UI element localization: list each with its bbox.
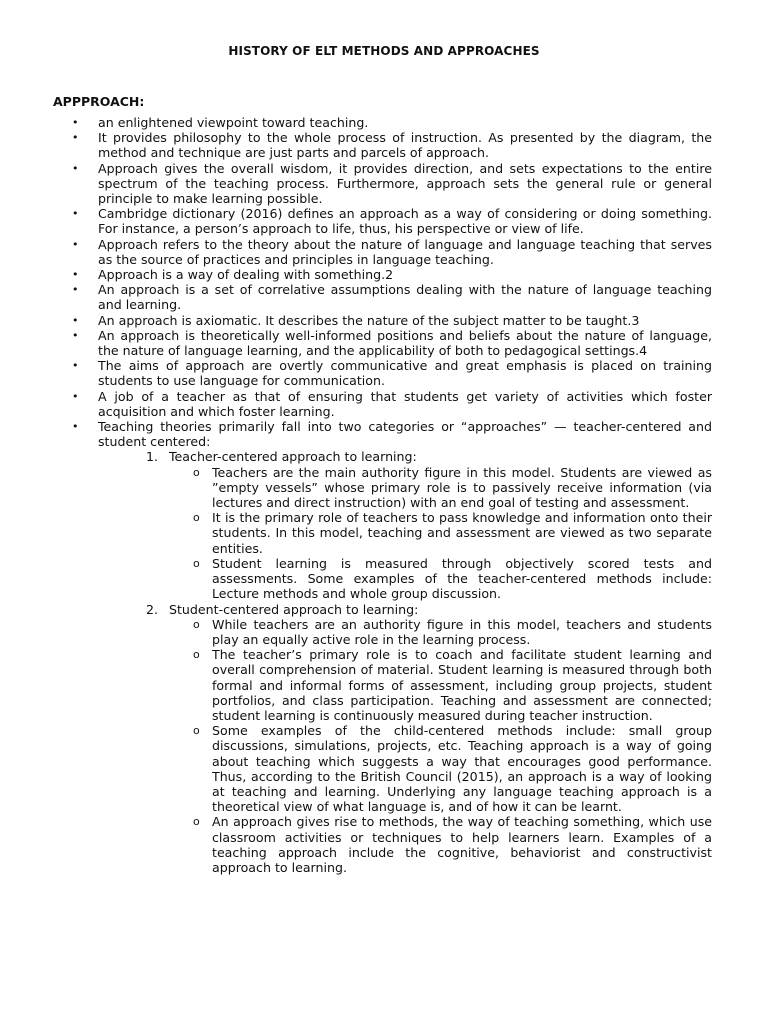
- bullet-text: The aims of approach are overtly communicative and great emphasis is placed on training students to use language for communication.: [98, 358, 712, 389]
- bullet-item: [72, 130, 712, 160]
- sub-text: The teacher’s primary role is to coach and facilitate student learning and overall comprehension of material. Student learning is measured through both formal and informal forms of assessment, including group projects, student portfolios, and class participation. Teaching and assessment are connected; student learning is continuously measured during teacher instruction.: [212, 647, 712, 723]
- document-body: [72, 115, 712, 875]
- bullet-icon: •: [72, 420, 79, 434]
- bullet-item: [72, 358, 712, 388]
- bullet-icon: •: [72, 131, 79, 145]
- sub-text: It is the primary role of teachers to pass knowledge and information onto their students. In this model, teaching and assessment are viewed as two separate entities.: [212, 510, 712, 556]
- bullet-text: Approach refers to the theory about the nature of language and language teaching that serves as the source of practices and principles in language teaching.: [98, 236, 712, 267]
- bullet-list: [72, 115, 712, 875]
- circle-bullet-icon: o: [193, 617, 200, 631]
- bullet-text: Teaching theories primarily fall into two categories or “approaches” — teacher-centered and student centered:: [98, 419, 712, 450]
- numbered-item: [146, 602, 712, 876]
- bullet-icon: •: [72, 283, 79, 297]
- bullet-item: [72, 206, 712, 236]
- circle-bullet-icon: o: [193, 556, 200, 570]
- bullet-icon: •: [72, 313, 79, 327]
- sub-item: [193, 510, 712, 556]
- bullet-icon: •: [72, 359, 79, 373]
- bullet-text: A job of a teacher as that of ensuring that students get variety of activities which foster acquisition and which foster learning.: [98, 388, 712, 419]
- numbered-list: [98, 449, 712, 875]
- numbered-label: Teacher-centered approach to learning:: [169, 449, 417, 465]
- sub-item: [193, 556, 712, 602]
- bullet-text: An approach is axiomatic. It describes the nature of the subject matter to be taught.3: [98, 312, 640, 328]
- bullet-item: [72, 267, 712, 282]
- sub-item: [193, 814, 712, 875]
- bullet-text: An approach is a set of correlative assumptions dealing with the nature of language teaching and learning.: [98, 282, 712, 313]
- bullet-text: an enlightened viewpoint toward teaching.: [98, 115, 369, 130]
- sub-item: [193, 617, 712, 647]
- sub-list: [169, 617, 712, 875]
- circle-bullet-icon: o: [193, 511, 200, 525]
- bullet-icon: •: [72, 237, 79, 251]
- number-marker: 2.: [146, 601, 159, 617]
- bullet-text: Approach gives the overall wisdom, it provides direction, and sets expectations to the entire spectrum of the teaching process. Furthermore, approach sets the general rule or general principle to make learning possible.: [98, 160, 712, 207]
- circle-bullet-icon: o: [193, 815, 200, 829]
- section-heading: APPPROACH:: [53, 94, 145, 109]
- bullet-icon: •: [72, 116, 79, 129]
- bullet-icon: •: [72, 207, 79, 221]
- bullet-icon: •: [72, 161, 79, 175]
- bullet-text: An approach is theoretically well-informed positions and beliefs about the nature of language, the nature of language learning, and the applicability of both to pedagogical settings.4: [98, 327, 712, 359]
- circle-bullet-icon: o: [193, 724, 200, 738]
- sub-list: [169, 465, 712, 602]
- bullet-item: [72, 161, 712, 207]
- bullet-item: [72, 313, 712, 328]
- sub-text: An approach gives rise to methods, the way of teaching something, which use classroom activities or techniques to help learners learn. Examples of a teaching approach include the cognitive, behaviorist and constructivist approach to learning.: [212, 814, 712, 875]
- sub-item: [193, 465, 712, 511]
- numbered-item: [146, 449, 712, 601]
- bullet-text: Approach is a way of dealing with something.2: [98, 267, 394, 283]
- bullet-item: [72, 237, 712, 267]
- circle-bullet-icon: o: [193, 648, 200, 662]
- bullet-icon: •: [72, 328, 79, 342]
- circle-bullet-icon: o: [193, 465, 200, 479]
- bullet-text: Cambridge dictionary (2016) defines an approach as a way of considering or doing something. For instance, a person’s approach to life, thus, his perspective or view of life.: [98, 206, 712, 237]
- number-marker: 1.: [146, 449, 159, 465]
- sub-text: While teachers are an authority figure in this model, teachers and students play an equally active role in the learning process.: [212, 616, 712, 647]
- bullet-item: [72, 282, 712, 312]
- numbered-label: Student-centered approach to learning:: [169, 601, 419, 617]
- bullet-item: [72, 328, 712, 358]
- sub-text: Student learning is measured through objectively scored tests and assessments. Some examples of the teacher-centered methods include: Lecture methods and whole group discussion.: [212, 555, 712, 602]
- document-title: HISTORY OF ELT METHODS AND APPROACHES: [228, 44, 540, 58]
- sub-item: [193, 723, 712, 814]
- bullet-item: [72, 419, 712, 875]
- bullet-text: It provides philosophy to the whole process of instruction. As presented by the diagram, the method and technique are just parts and parcels of approach.: [98, 130, 712, 161]
- sub-item: [193, 647, 712, 723]
- bullet-item: [72, 115, 712, 130]
- bullet-icon: •: [72, 389, 79, 403]
- sub-text: Some examples of the child-centered methods include: small group discussions, simulations, projects, etc. Teaching approach is a way of going about teaching which suggests a way that encourages good performance. Thus, according to the British Council (2015), an approach is a way of looking at teaching and learning. Underlying any language teaching approach is a theoretical view of what language is, and of how it can be learnt.: [212, 723, 712, 815]
- sub-text: Teachers are the main authority figure in this model. Students are viewed as ”empty vessels” whose primary role is to passively receive information (via lectures and direct instruction) with an end goal of testing and assessment.: [212, 464, 712, 511]
- bullet-item: [72, 389, 712, 419]
- bullet-icon: •: [72, 268, 79, 282]
